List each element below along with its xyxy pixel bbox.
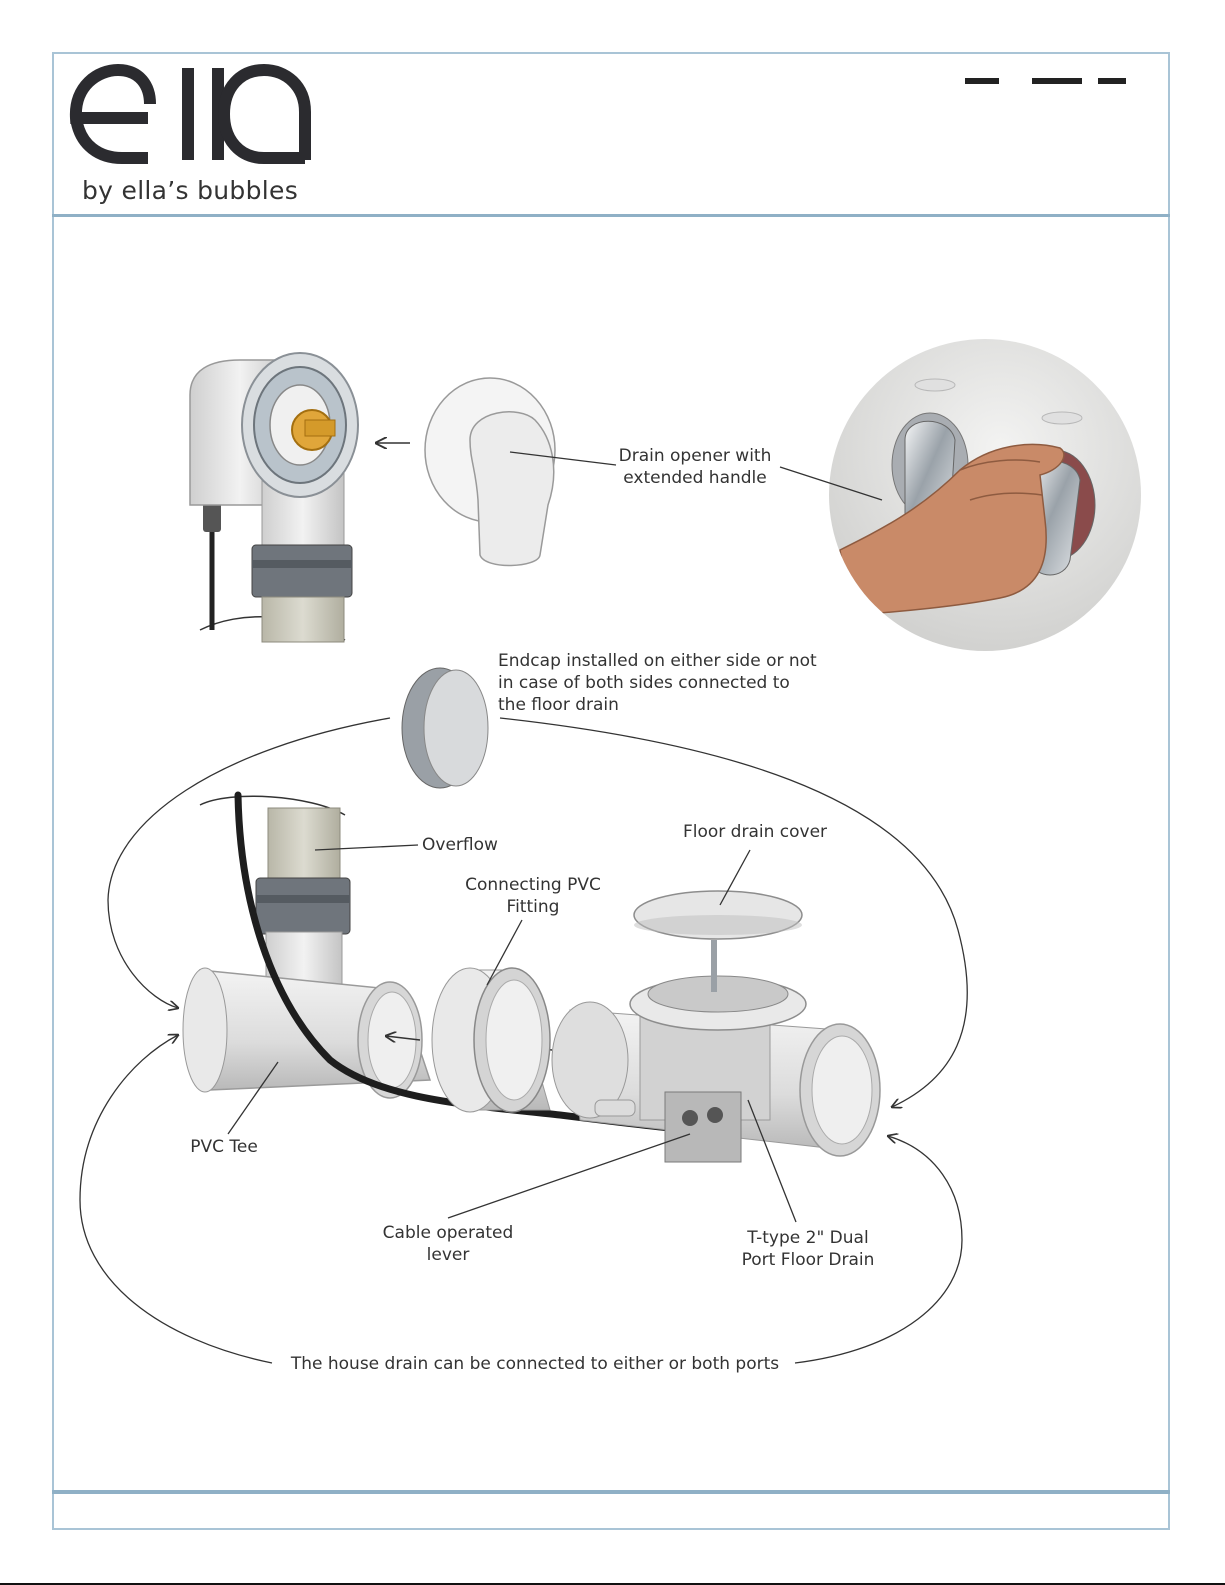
label-overflow: Overflow — [422, 835, 498, 855]
label-drain-opener-1: Drain opener with — [618, 446, 772, 466]
brand-tagline: by ella’s bubbles — [82, 176, 299, 205]
label-connecting-fitting-1: Connecting PVC — [465, 875, 601, 895]
label-endcap-3: the floor drain — [498, 695, 619, 715]
drain-opener-handle — [425, 378, 555, 566]
label-cable-lever-1: Cable operated — [382, 1223, 514, 1243]
label-connecting-fitting-2: Fitting — [506, 897, 560, 917]
label-pvc-tee: PVC Tee — [190, 1137, 258, 1157]
label-endcap-2: in case of both sides connected to — [498, 673, 790, 693]
overflow-pipe — [200, 796, 350, 992]
overflow-elbow-assembly — [190, 353, 358, 642]
label-floor-drain-cover: Floor drain cover — [682, 822, 828, 842]
header-remnant — [965, 78, 1126, 84]
label-t-type-drain-1: T-type 2" Dual — [747, 1228, 869, 1248]
label-cable-lever-2: lever — [426, 1245, 470, 1265]
label-drain-opener-2: extended handle — [623, 468, 767, 488]
label-t-type-drain-2: Port Floor Drain — [741, 1250, 875, 1270]
label-endcap-1: Endcap installed on either side or not — [498, 651, 817, 671]
endcap — [402, 668, 488, 788]
connecting-pvc-fitting — [432, 968, 550, 1112]
label-house-drain: The house drain can be connected to either or both ports — [290, 1354, 780, 1374]
handle-photo — [829, 339, 1141, 651]
ella-logo — [76, 68, 305, 160]
t-type-floor-drain — [552, 891, 880, 1162]
